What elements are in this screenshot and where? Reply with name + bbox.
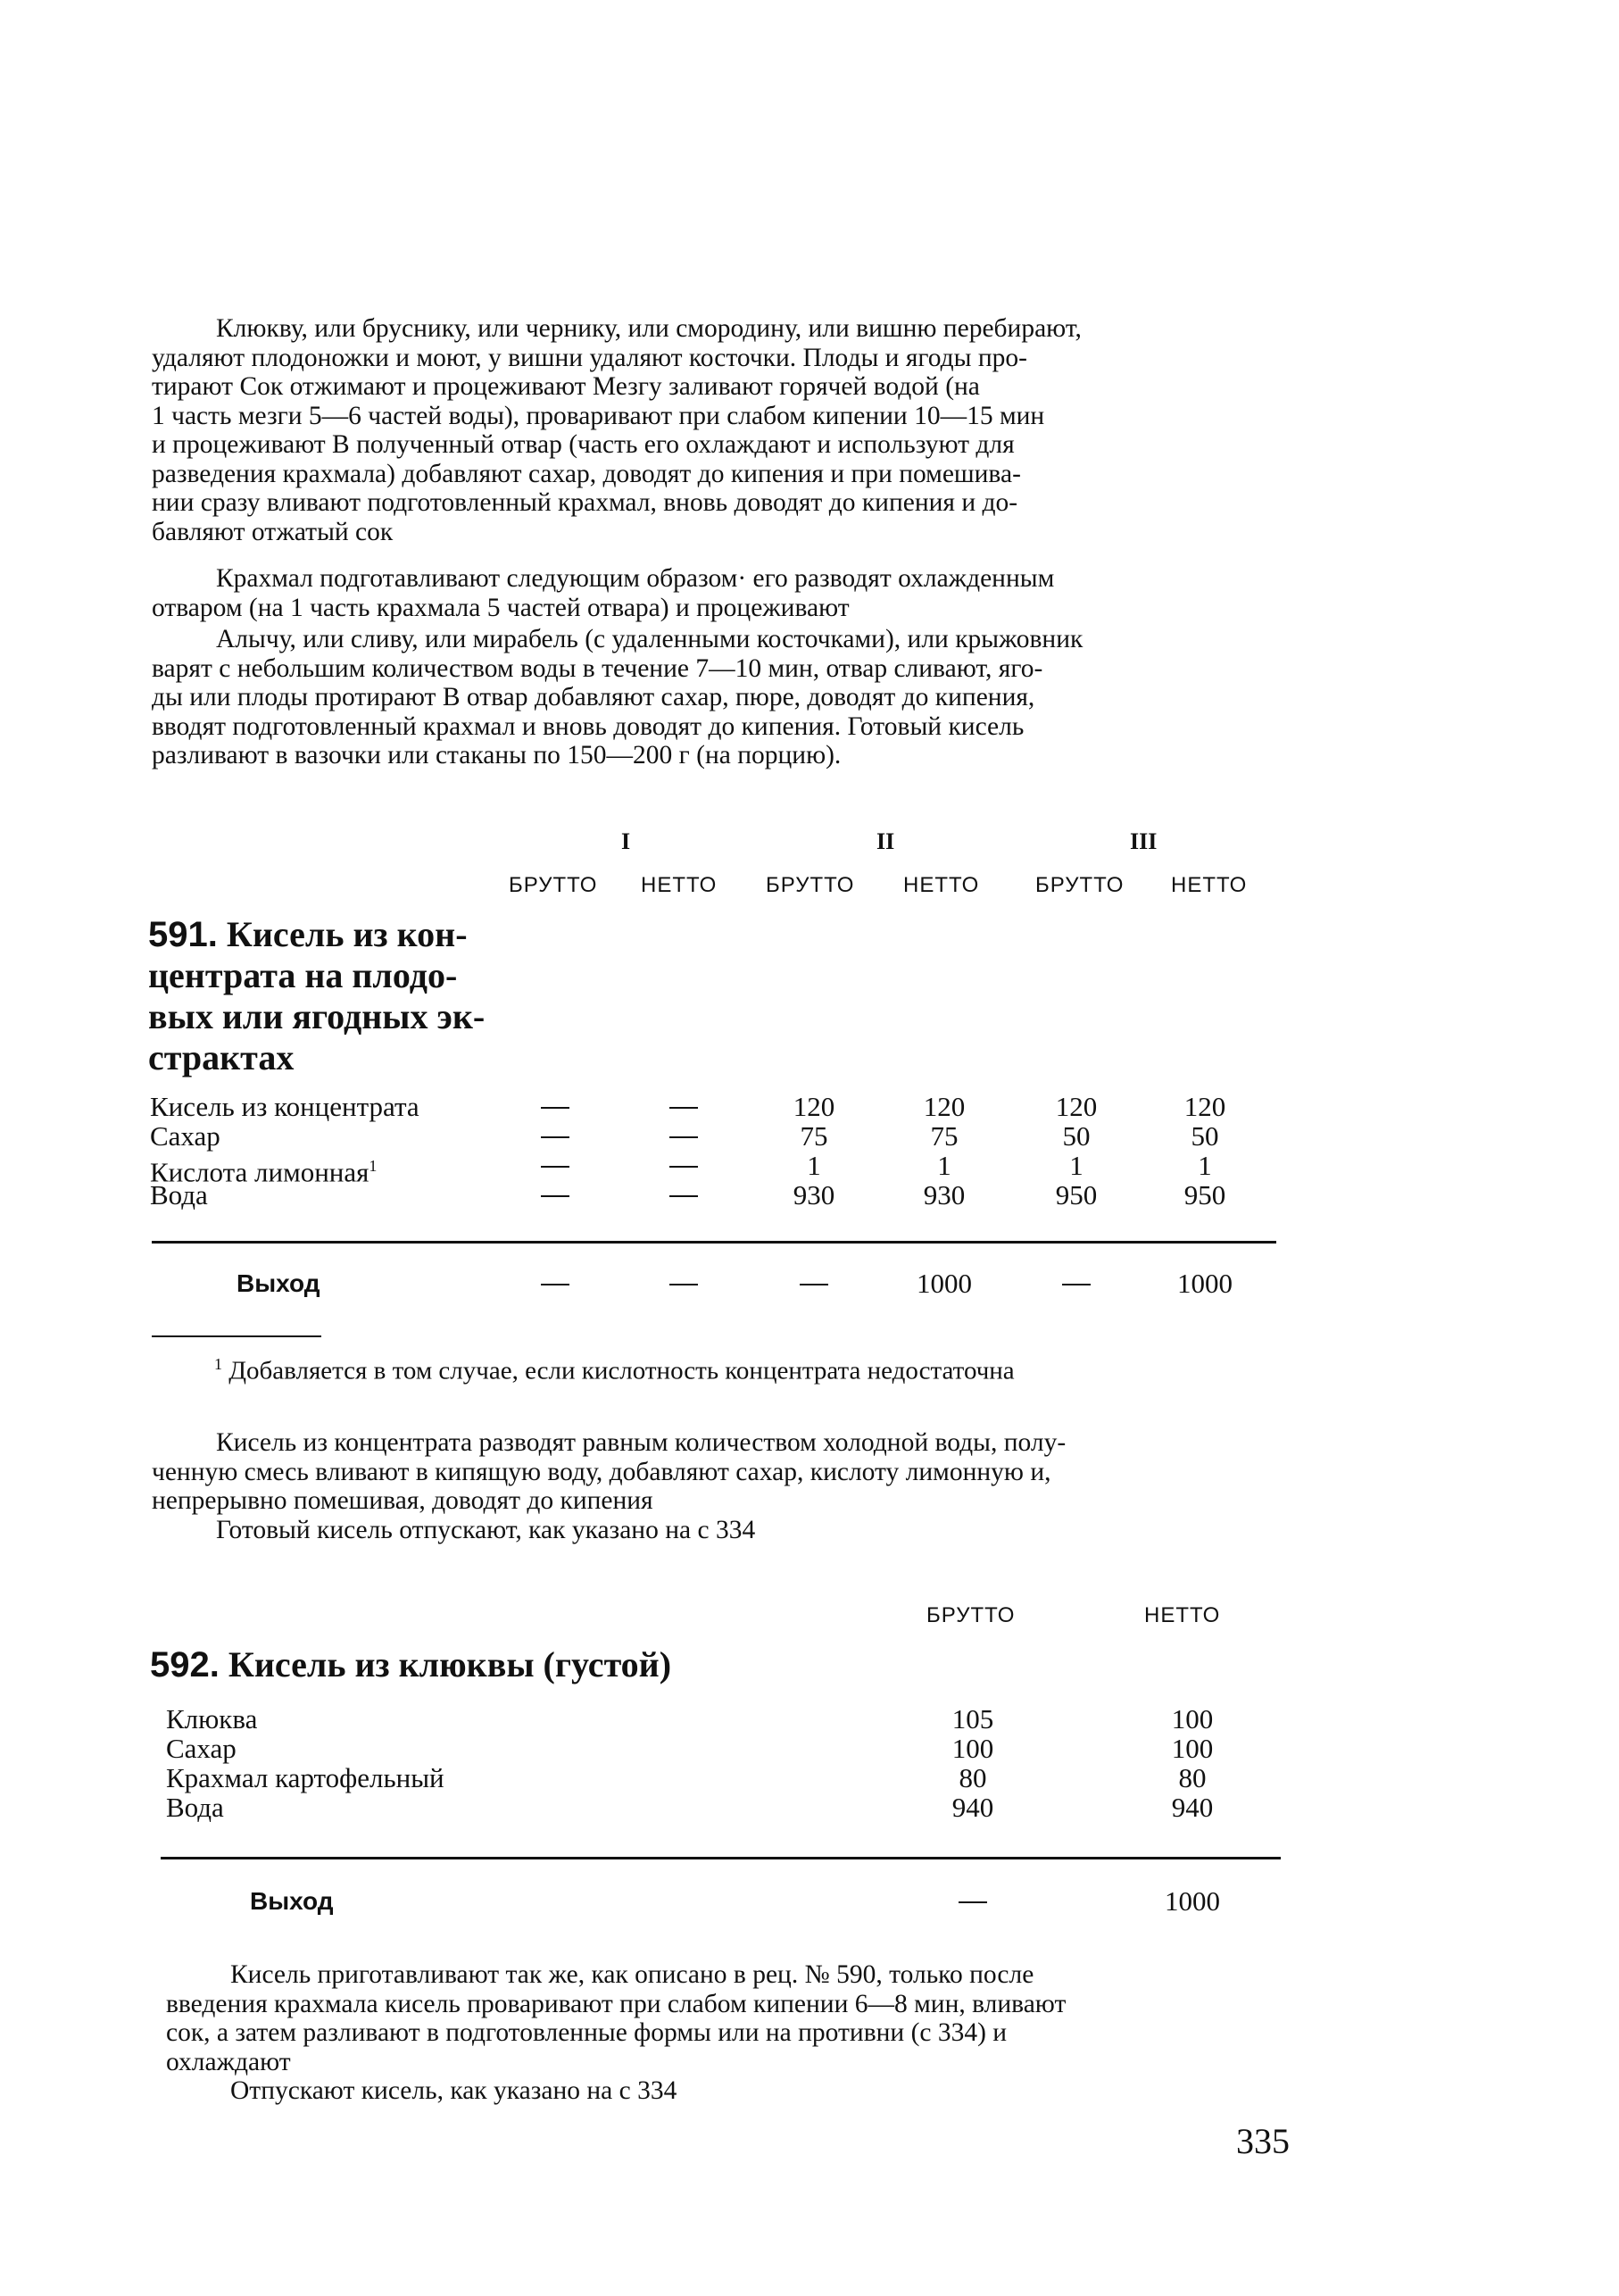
value-cell: 50 [1191,1120,1219,1152]
text-line: Кисель из концентрата разводят равным количеством холодной воды, полу- [216,1428,1067,1457]
title-line: Кисель из клюквы (густой) [228,1644,672,1685]
value-cell: 75 [800,1120,828,1152]
text-line: 1 часть мезги 5—6 частей воды), проваривают при слабом кипении 10—15 мин [152,401,1045,430]
col-header-brutto: БРУТТО [926,1603,1016,1627]
text-line: отваром (на 1 часть крахмала 5 частей отвара) и процеживают [152,593,850,622]
recipe-number: 591. [148,915,218,954]
dash-cell [1062,1284,1091,1285]
value-cell: 120 [923,1091,966,1122]
col-header-netto: НЕТТО [903,873,980,897]
recipe-number: 592. [150,1645,220,1685]
dash-cell [800,1284,828,1285]
value-cell: 80 [959,1762,987,1793]
value-cell: 1 [937,1150,951,1181]
ingredient-name: Вода [166,1792,224,1823]
intro-paragraph-2 [152,564,1276,622]
column-group-1: I [621,828,631,854]
value-cell: 930 [793,1179,835,1210]
value-cell: 105 [951,1703,994,1734]
title-line: страктах [148,1037,295,1077]
recipe-592-title [150,1644,671,1685]
dash-cell [541,1107,569,1109]
ingredient-name: Крахмал картофельный [166,1762,444,1793]
intro-paragraph-3 [152,625,1276,770]
text-line: бавляют отжатый сок [152,517,394,546]
page-number: 335 [1236,2121,1290,2161]
text-line: удаляют плодоножки и моют, у вишни удаляют косточки. Плоды и ягоды про- [152,343,1027,372]
value-cell: 950 [1183,1179,1226,1210]
text-line: сок, а затем разливают в подготовленные формы или на противни (с 334) и [166,2018,1008,2047]
text-line: ды или плоды протирают В отвар добавляют сахар, пюре, доводят до кипения, [152,683,1035,711]
value-cell: 1000 [1177,1268,1233,1299]
text-line: Крахмал подготавливают следующим образом· его разводят охлажденным [216,564,1055,593]
value-cell: 120 [1055,1091,1098,1122]
dash-cell [541,1284,569,1285]
text-line: Готовый кисель отпускают, как указано на с 334 [216,1515,756,1544]
text-line: введения крахмала кисель проваривают при слабом кипении 6—8 мин, вливают [166,1989,1067,2018]
title-line: центрата на плодо- [148,955,458,995]
dash-cell [669,1195,698,1197]
dash-cell [541,1195,569,1197]
value-cell: 80 [1178,1762,1207,1793]
text-line: Кисель приготавливают так же, как описано в рец. № 590, только после [230,1960,1034,1989]
col-header-brutto: БРУТТО [766,873,855,897]
text-line: Клюкву, или бруснику, или чернику, или смородину, или вишню перебирают, [216,314,1082,343]
text-line: Алычу, или сливу, или мирабель (с удаленными косточками), или крыжовник [216,625,1083,653]
dash-cell [669,1136,698,1138]
text-line: охлаждают [166,2047,291,2076]
text-line: вводят подготовленный крахмал и вновь доводят до кипения. Готовый кисель [152,711,1025,741]
recipe-591-method [152,1428,1276,1544]
text-line: варят с небольшим количеством воды в течение 7—10 мин, отвар сливают, яго- [152,653,1043,683]
title-line: вых или ягодных эк- [148,996,486,1036]
table-rule [152,1241,1276,1244]
recipe-591-title [148,914,485,1078]
yield-label: Выход [237,1269,320,1297]
text-line: непрерывно помешивая, доводят до кипения [152,1486,653,1515]
ingredient-name: Сахар [150,1120,220,1152]
footnote-marker: 1 [369,1157,378,1175]
value-cell: 940 [951,1792,994,1823]
col-header-netto: НЕТТО [641,873,718,897]
value-cell: 940 [1171,1792,1214,1823]
ingredient-name: Клюква [166,1703,258,1734]
text-line: Отпускают кисель, как указано на с 334 [230,2076,677,2105]
text-line: разведения крахмала) добавляют сахар, доводят до кипения и при помешива- [152,459,1021,488]
col-header-brutto: БРУТТО [1035,873,1125,897]
dash-cell [669,1107,698,1109]
dash-cell [541,1166,569,1168]
value-cell: 1000 [1165,1885,1220,1917]
value-cell: 75 [930,1120,959,1152]
footnote: $^1$ Добавляется в том случае, если кислотность концентрата недостаточна [214,1355,1015,1385]
col-header-brutto: БРУТТО [509,873,598,897]
value-cell: 120 [1183,1091,1226,1122]
ingredient-name: Кисель из концентрата [150,1091,419,1122]
value-cell: 950 [1055,1179,1098,1210]
value-cell: 100 [1171,1703,1214,1734]
value-cell: 1 [1069,1150,1083,1181]
column-group-3: III [1130,828,1158,854]
col-header-netto: НЕТТО [1171,873,1248,897]
dash-cell [959,1901,987,1903]
col-header-netto: НЕТТО [1144,1603,1221,1627]
text-line: нии сразу вливают подготовленный крахмал, вновь доводят до кипения и до- [152,488,1018,517]
dash-cell [669,1284,698,1285]
dash-cell [541,1136,569,1138]
title-line: Кисель из кон- [226,914,468,954]
value-cell: 930 [923,1179,966,1210]
value-cell: 100 [951,1733,994,1764]
dash-cell [669,1166,698,1168]
footnote-rule [152,1335,321,1337]
value-cell: 50 [1062,1120,1091,1152]
text-line: тирают Сок отжимают и процеживают Мезгу заливают горячей водой (на [152,372,980,401]
value-cell: 1 [807,1150,821,1181]
ingredient-name: Вода [150,1179,208,1210]
text-line: ченную смесь вливают в кипящую воду, добавляют сахар, кислоту лимонную и, [152,1457,1051,1486]
text-line: и процеживают В полученный отвар (часть его охлаждают и используют для [152,430,1015,459]
column-group-2: II [876,828,895,854]
value-cell: 1 [1198,1150,1212,1181]
text-line: разливают в вазочки или стаканы по 150—200 г (на порцию). [152,741,842,769]
recipe-592-method [166,1960,1282,2106]
yield-label: Выход [250,1887,334,1915]
value-cell: 1000 [917,1268,972,1299]
value-cell: 120 [793,1091,835,1122]
value-cell: 100 [1171,1733,1214,1764]
ingredient-name: Сахар [166,1733,237,1764]
intro-paragraph-1 [152,314,1276,546]
table-rule [161,1857,1281,1859]
ingredient-name: Кислота лимонная$^1$ [150,1156,378,1188]
